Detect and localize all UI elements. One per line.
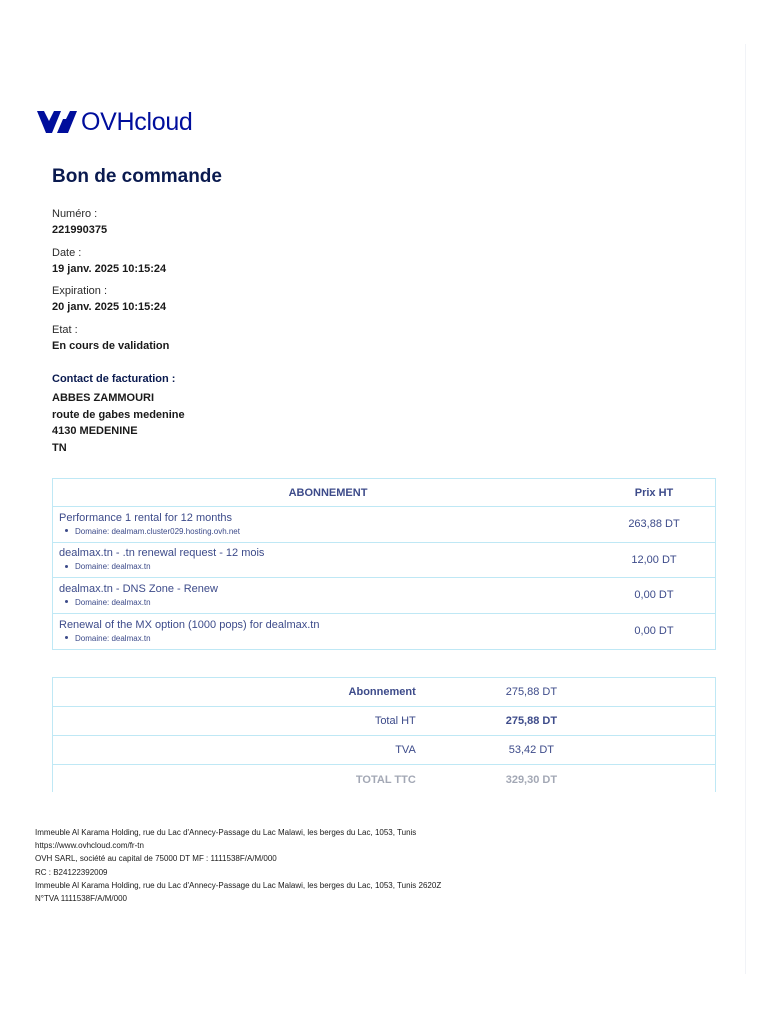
item-price: 263,88 DT [628,518,680,531]
bullet-icon [65,529,68,532]
item-detail [59,561,593,573]
totals-label: Abonnement [348,686,416,698]
info-value: 19 janv. 2025 10:15:24 [52,262,167,275]
info-label: Etat : [52,323,78,336]
order-status [52,323,352,362]
item-price: 0,00 DT [634,625,674,638]
item-detail [59,526,593,538]
info-value: 20 janv. 2025 10:15:24 [52,301,167,313]
totals-label: TOTAL TTC [355,773,416,786]
item-detail [59,633,593,645]
ovhcloud-logo-icon [35,109,77,135]
info-value: 221990375 [52,224,108,236]
header-price: Prix HT [634,486,674,499]
table-row [53,614,715,650]
item-price: 0,00 DT [634,589,674,602]
page-edge [745,44,746,974]
billing-contact [52,371,185,456]
footer-company: OVH SARL, société au capital de 75000 DT MF : 1111538F/A/M/000 [35,854,277,864]
order-expiration [52,284,352,323]
item-domain: Domaine: dealmax.tn [75,597,151,607]
totals-value: 275,88 DT [505,686,558,698]
footer-rc: RC : B24122392009 [35,867,108,877]
order-info [52,207,352,361]
totals-value: 53,42 DT [508,744,555,756]
totals-row-tva [53,736,715,765]
contact-title: Contact de facturation : [52,373,176,385]
totals-table [52,677,716,792]
totals-value: 275,88 DT [505,715,558,727]
footer-tva: N°TVA 1111538F/A/M/000 [35,894,127,904]
order-date [52,246,352,285]
item-name: Renewal of the MX option (1000 pops) for dealmax.tn [59,618,320,631]
bullet-icon [65,600,68,603]
contact-country: TN [52,441,67,454]
contact-city: 4130 MEDENINE [52,425,138,438]
table-row [53,578,715,614]
table-row [53,507,715,543]
bullet-icon [65,636,68,639]
order-number [52,207,352,246]
ovhcloud-logo [35,107,193,137]
totals-row-subscription [53,678,715,707]
info-label: Expiration : [52,285,108,297]
totals-label: Total HT [374,715,416,727]
footer [35,826,441,905]
totals-label: TVA [395,744,416,756]
info-label: Numéro : [52,208,98,220]
totals-row-total-ht [53,707,715,736]
contact-name: ABBES ZAMMOURI [52,392,155,404]
subscription-table [52,478,716,650]
item-price: 12,00 DT [631,553,677,566]
table-header [53,479,715,507]
totals-value: 329,30 DT [505,773,558,786]
item-name: dealmax.tn - DNS Zone - Renew [59,582,218,595]
table-row [53,543,715,579]
item-domain: Domaine: dealmax.tn [75,562,151,572]
footer-address: Immeuble Al Karama Holding, rue du Lac d'Annecy-Passage du Lac Malawi, les berges du Lac, 1053, Tunis [35,828,417,837]
info-label: Date : [52,246,82,259]
item-domain: Domaine: dealmax.tn [75,633,151,643]
item-name: dealmax.tn - .tn renewal request - 12 mois [59,547,265,560]
footer-website: https://www.ovhcloud.com/fr-tn [35,841,144,851]
item-detail [59,597,593,609]
item-name: Performance 1 rental for 12 months [59,511,233,524]
contact-street: route de gabes medenine [52,408,185,421]
logo-brand-text: OVHcloud [81,107,193,136]
info-value: En cours de validation [52,339,170,352]
footer-address-2: Immeuble Al Karama Holding, rue du Lac d'Annecy-Passage du Lac Malawi, les berges du Lac, 1053, Tunis 2620Z [35,880,442,890]
header-subscription: ABONNEMENT [288,486,368,499]
totals-row-total-ttc [53,765,715,792]
document-title: Bon de commande [52,166,222,187]
bullet-icon [65,565,68,568]
item-domain: Domaine: dealmam.cluster029.hosting.ovh.net [75,526,240,536]
